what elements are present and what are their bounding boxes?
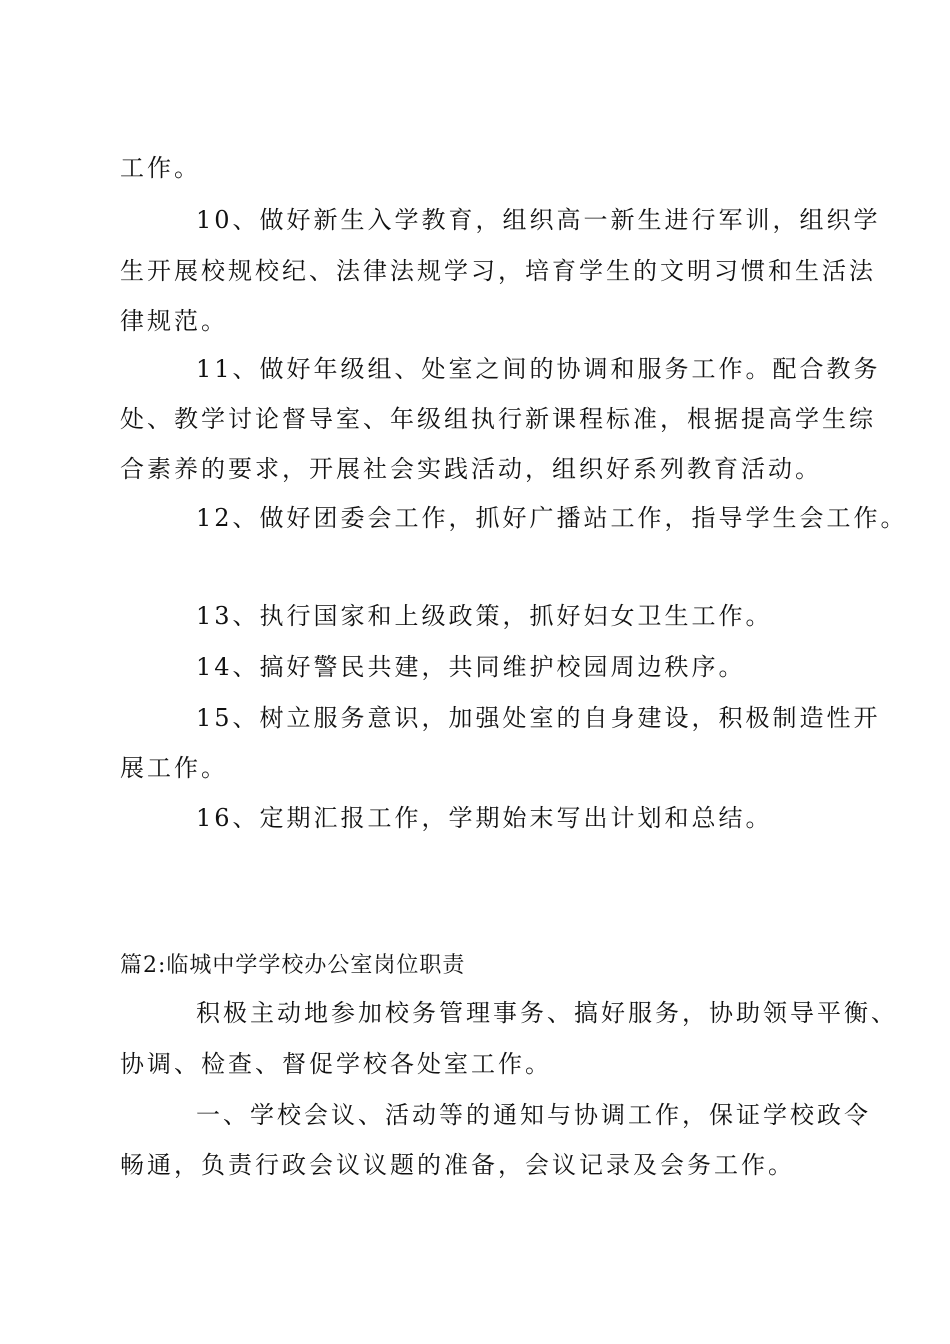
text-line: 协调、检查、督促学校各处室工作。 xyxy=(120,1050,552,1078)
text-line: 合素养的要求，开展社会实践活动，组织好系列教育活动。 xyxy=(120,455,822,483)
text-line: 14、搞好警民共建，共同维护校园周边秩序。 xyxy=(196,653,746,681)
text-line: 展工作。 xyxy=(120,754,228,782)
text-line: 10、做好新生入学教育，组织高一新生进行军训，组织学 xyxy=(196,206,881,234)
text-line: 13、执行国家和上级政策，抓好妇女卫生工作。 xyxy=(196,602,773,630)
text-line: 12、做好团委会工作，抓好广播站工作，指导学生会工作。 xyxy=(196,504,908,532)
text-line: 一、学校会议、活动等的通知与协调工作，保证学校政令 xyxy=(196,1101,871,1129)
section-heading: 篇2:临城中学学校办公室岗位职责 xyxy=(120,953,466,978)
text-line: 11、做好年级组、处室之间的协调和服务工作。配合教务 xyxy=(196,355,881,383)
text-line: 畅通，负责行政会议议题的准备，会议记录及会务工作。 xyxy=(120,1151,795,1179)
text-line: 积极主动地参加校务管理事务、搞好服务，协助领导平衡、 xyxy=(196,999,898,1027)
text-line: 16、定期汇报工作，学期始末写出计划和总结。 xyxy=(196,804,773,832)
text-line: 处、教学讨论督导室、年级组执行新课程标准，根据提高学生综 xyxy=(120,405,876,433)
text-line: 生开展校规校纪、法律法规学习，培育学生的文明习惯和生活法 xyxy=(120,257,876,285)
text-line: 律规范。 xyxy=(120,307,228,335)
text-line: 15、树立服务意识，加强处室的自身建设，积极制造性开 xyxy=(196,704,881,732)
text-line: 工作。 xyxy=(120,154,201,182)
